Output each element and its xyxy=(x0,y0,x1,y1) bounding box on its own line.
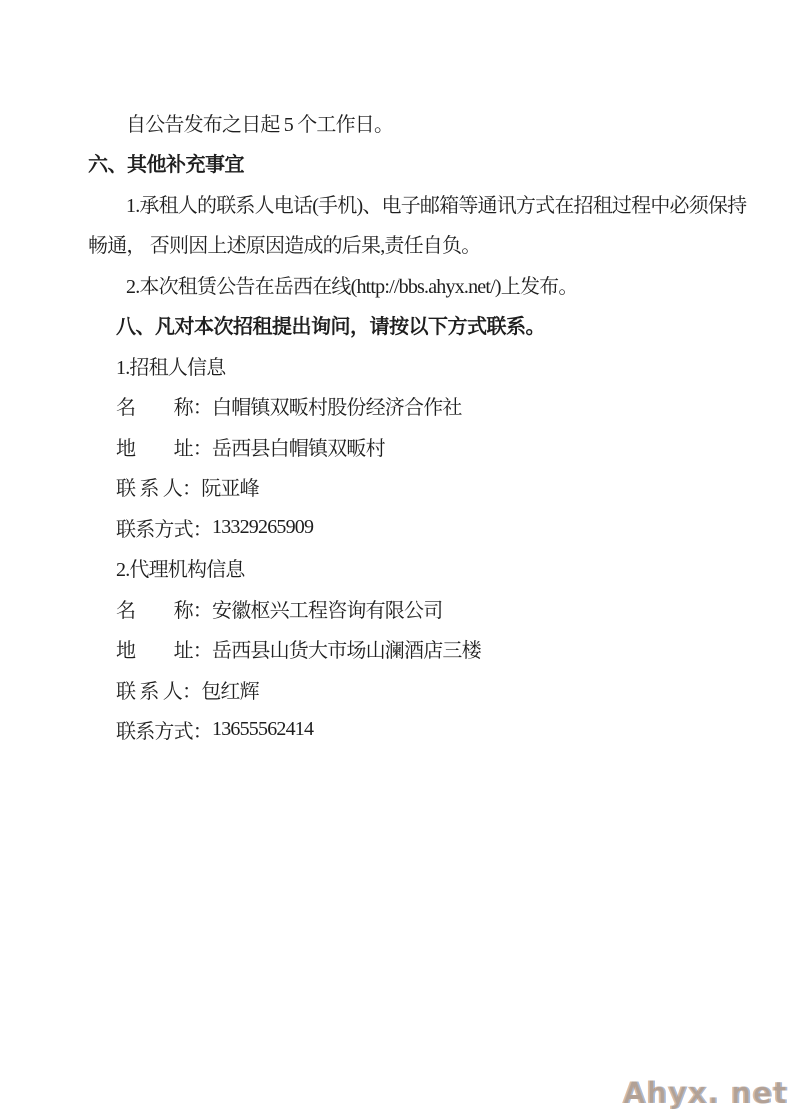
agency-name-row xyxy=(88,588,768,629)
ahyx-watermark: Ahyx. net xyxy=(623,1076,788,1110)
lessor-phone-label: 联系方式： xyxy=(116,518,212,541)
lessor-phone-row xyxy=(88,507,768,548)
agency-phone-value: 13655562414 xyxy=(212,718,314,741)
section6-item1-line1: 1.承租人的联系人电话(手机)、电子邮箱等通讯方式在招租过程中必须保持 xyxy=(126,194,747,217)
section6-item2-publish-line: 2.本次租赁公告在岳西在线(http://bbs.ahyx.net/)上发布。 xyxy=(126,275,578,298)
agency-name-value: 安徽枢兴工程咨询有限公司 xyxy=(212,599,443,622)
lessor-contact-person-label: 联 系 人： xyxy=(116,478,202,501)
agency-name-label: 名 称： xyxy=(116,599,212,622)
document-body xyxy=(88,102,768,750)
section6-item1-line2: 畅通， 否则因上述原因造成的后果,责任自负。 xyxy=(88,235,481,258)
agency-address-value: 岳西县山货大市场山澜酒店三楼 xyxy=(212,640,481,663)
agency-address-label: 地 址： xyxy=(116,640,212,663)
section8-heading: 八、凡对本次招租提出询问，请按以下方式联系。 xyxy=(116,316,545,339)
lessor-address-value: 岳西县白帽镇双畈村 xyxy=(212,437,385,460)
lessor-address-label: 地 址： xyxy=(116,437,212,460)
section6-heading: 六、其他补充事宜 xyxy=(88,154,244,177)
agency-phone-row xyxy=(88,710,768,751)
lessor-address-row xyxy=(88,426,768,467)
lessor-name-row xyxy=(88,386,768,427)
lessor-contact-person-row xyxy=(88,467,768,508)
agency-contact-person-value: 包红辉 xyxy=(201,680,259,703)
lessor-phone-value: 13329265909 xyxy=(212,515,314,538)
closing-deadline-line: 自公告发布之日起 5 个工作日。 xyxy=(126,113,394,136)
lessor-contact-person-value: 阮亚峰 xyxy=(201,478,259,501)
agency-phone-label: 联系方式： xyxy=(116,721,212,744)
lessor-name-label: 名 称： xyxy=(116,397,212,420)
lessor-info-title: 1.招租人信息 xyxy=(116,356,226,379)
agency-contact-person-label: 联 系 人： xyxy=(116,680,202,703)
agency-contact-person-row xyxy=(88,669,768,710)
agency-info-title: 2.代理机构信息 xyxy=(116,559,245,582)
agency-address-row xyxy=(88,629,768,670)
lessor-name-value: 白帽镇双畈村股份经济合作社 xyxy=(212,397,462,420)
